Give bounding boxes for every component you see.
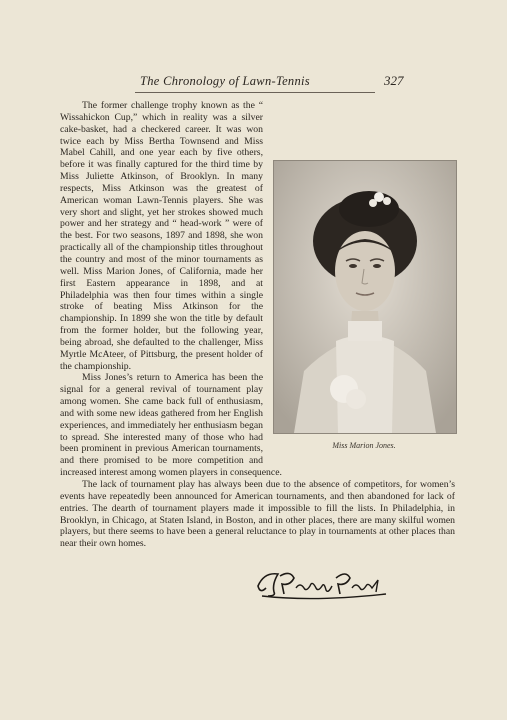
paragraph: Miss Jones’s return to America has been the signal for a general revival of tournament play among women. She came back full of enthusiasm, and with some new ideas gathered from her English experiences, and immediately her enthusiasm began to spread. She interested many of those who had been prominent in previous American tournaments, and there promised to be more competition and increased interest among women players in consequence. (60, 372, 282, 479)
paragraph: The lack of tournament play has always been due to the absence of competitors, for women’s events have repeatedly been announced for American tournaments, and then abandoned for lack of entries. The dearth of tournament players made it impossible to fill the lists. In Philadelphia, in Brooklyn, in Chicago, at Staten Island, in Boston, and in other places, there are many skilful women players, but there seems to have been a general reluctance to play in tournaments at other places than near their own homes. (60, 479, 455, 550)
figure-caption: Miss Marion Jones. (332, 441, 396, 450)
author-signature (254, 566, 394, 600)
portrait-image (274, 161, 456, 433)
header-rule (135, 92, 375, 93)
body-text (60, 100, 455, 550)
paragraph: The former challenge trophy known as the “ Wissahickon Cup,” which in reality was a silver cake-basket, had a checkered career. It was won twice each by Miss Bertha Townsend and Miss Mabel Cahill, and one year each by five others, before it was finally captured for the third time by Miss Juliette Atkinson, of Brooklyn. In many respects, Miss Atkinson was the greatest of American woman Lawn-Tennis players. She was very short and slight, yet her strokes showed much power and her strategy and “ head-work ” were of the best. For two seasons, 1897 and 1898, she won practically all of the championship titles throughout the country and most of the minor tournaments as well. Miss Marion Jones, of California, made her first Eastern appearance in 1898, and at Philadelphia was then four times within a single stroke of beating Miss Atkinson for the championship. In 1899 she won the title by default from the former holder, but the following year, being abroad, she defaulted to the challenger, Miss Myrtle McAteer, of Pittsburg, the present holder of the championship. (60, 100, 263, 372)
portrait-photo (273, 160, 457, 434)
portrait-figure (273, 160, 455, 452)
running-header: The Chronology of Lawn-Tennis (140, 74, 310, 88)
page-number: 327 (384, 73, 404, 88)
